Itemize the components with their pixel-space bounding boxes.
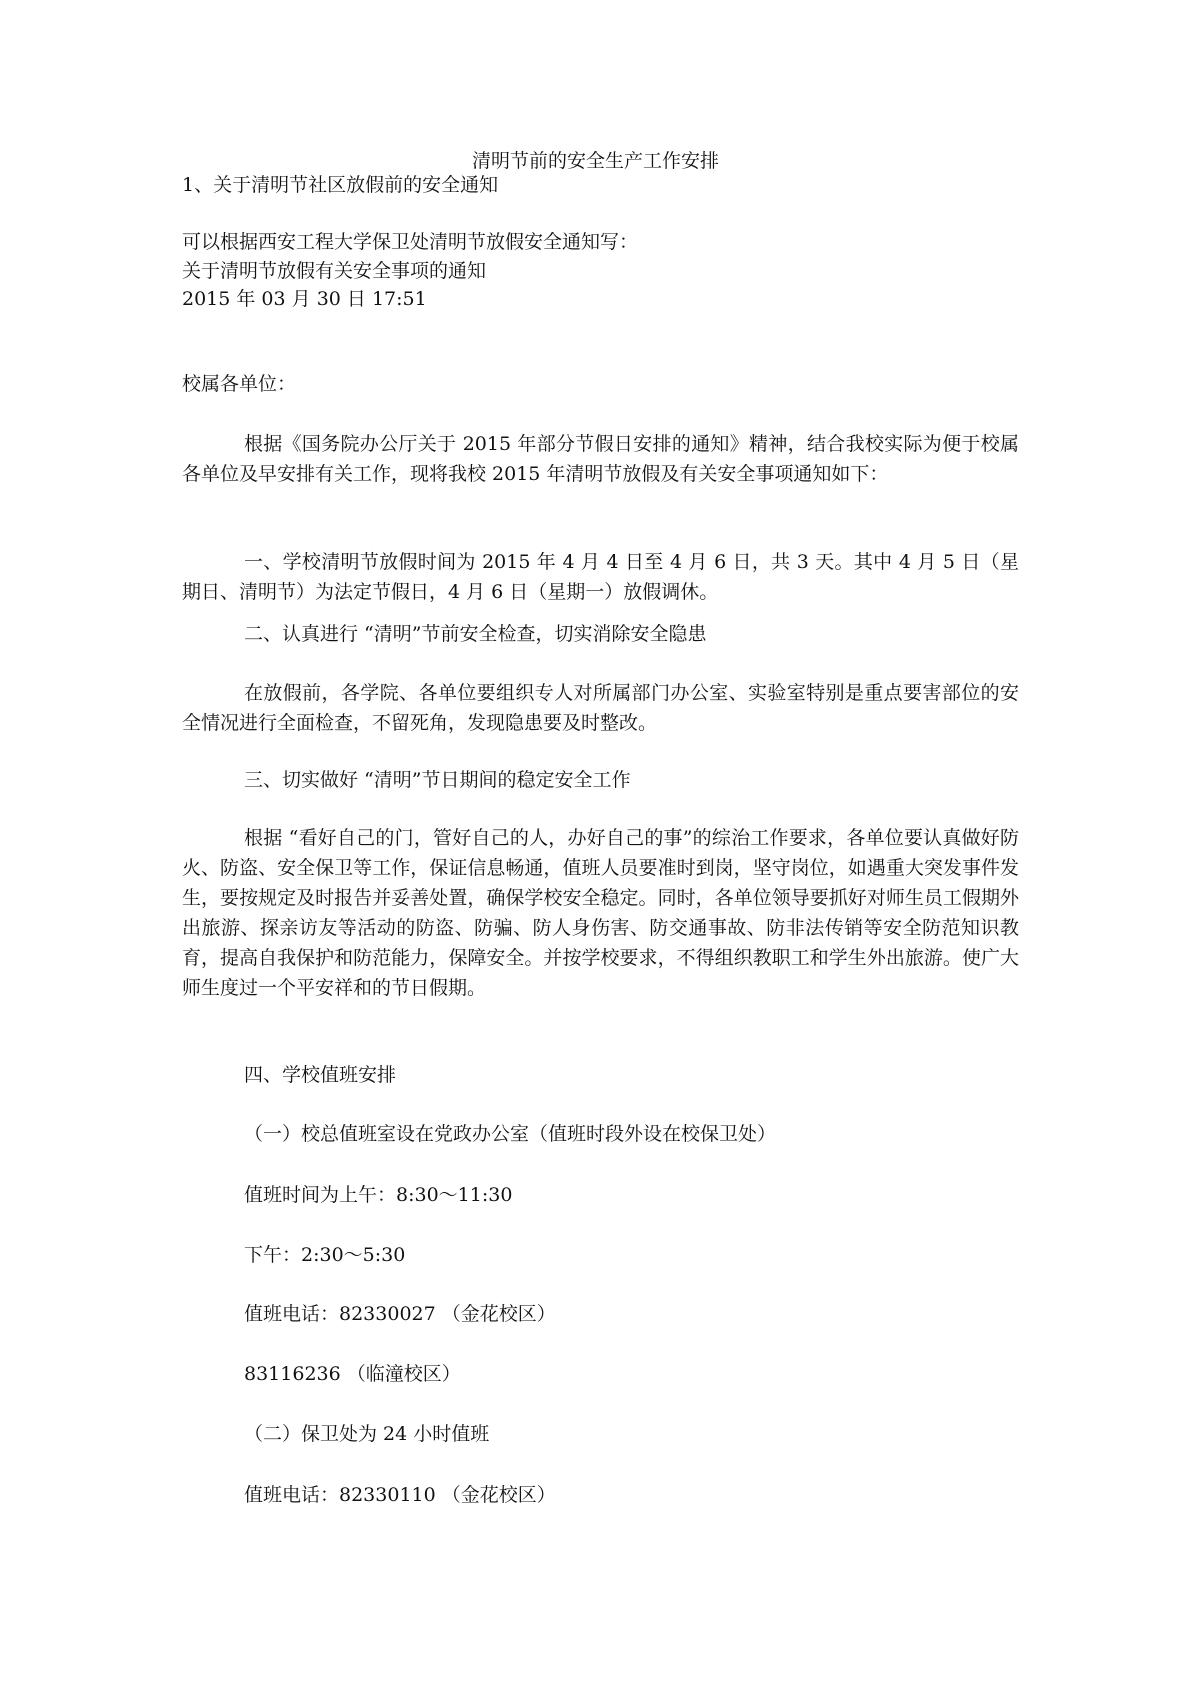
paragraph-stability: 根据 “看好自己的门，管好自己的人，办好自己的事”的综治工作要求，各单位要认真做好防火、防盗、安全保卫等工作，保证信息畅通，值班人员要准时到岗，坚守岗位，如遇重大突发事件发生，要按规定及时报告并妥善处置，确保学校安全稳定。同时，各单位领导要抓好对师生员工假期外出旅游、探亲访友等活动的防盗、防骗、防人身伤害、防交通事故、防非法传销等安全防范知识教育，提高自我保护和防范能力，保障安全。并按学校要求，不得组织教职工和学生外出旅游。使广大师生度过一个平安祥和的节日假期。 (182, 827, 1019, 999)
duty-phone-jinhua: 值班电话：82330027 （金花校区） (244, 1303, 556, 1325)
duty-office: （一）校总值班室设在党政办公室（值班时段外设在校保卫处） (244, 1123, 777, 1145)
section-heading-four: 四、学校值班安排 (244, 1064, 397, 1086)
paragraph-inspection: 在放假前，各学院、各单位要组织专人对所属部门办公室、实验室特别是重点要害部位的安全情况进行全面检查，不留死角，发现隐患要及时整改。 (182, 682, 1019, 734)
salutation: 校属各单位： (182, 373, 297, 395)
duty-hours-am: 值班时间为上午：8:30～11:30 (244, 1184, 513, 1206)
notice-date: 2015 年 03 月 30 日 17:51 (182, 288, 427, 310)
security-phone: 值班电话：82330110 （金花校区） (244, 1484, 556, 1506)
paragraph-basis: 根据《国务院办公厅关于 2015 年部分节假日安排的通知》精神，结合我校实际为便于校属各单位及早安排有关工作，现将我校 2015 年清明节放假及有关安全事项通知如下： (182, 433, 1019, 485)
security-duty: （二）保卫处为 24 小时值班 (244, 1423, 490, 1445)
duty-hours-pm: 下午：2:30～5:30 (244, 1244, 406, 1266)
section-heading-1: 1、关于清明节社区放假前的安全通知 (182, 174, 499, 196)
intro-line: 可以根据西安工程大学保卫处清明节放假安全通知写： (182, 231, 639, 253)
notice-title: 关于清明节放假有关安全事项的通知 (182, 260, 487, 282)
section-heading-three: 三、切实做好 “清明”节日期间的稳定安全工作 (244, 769, 631, 791)
paragraph-holiday-dates: 一、学校清明节放假时间为 2015 年 4 月 4 日至 4 月 6 日，共 3 天。其中 4 月 5 日（星期日、清明节）为法定节假日，4 月 6 日（星期一）放假调休。 (182, 551, 1019, 603)
duty-phone-lintong: 83116236 （临潼校区） (244, 1363, 461, 1385)
section-heading-two: 二、认真进行 “清明”节前安全检查，切实消除安全隐患 (244, 623, 707, 645)
document-title: 清明节前的安全生产工作安排 (471, 150, 719, 172)
